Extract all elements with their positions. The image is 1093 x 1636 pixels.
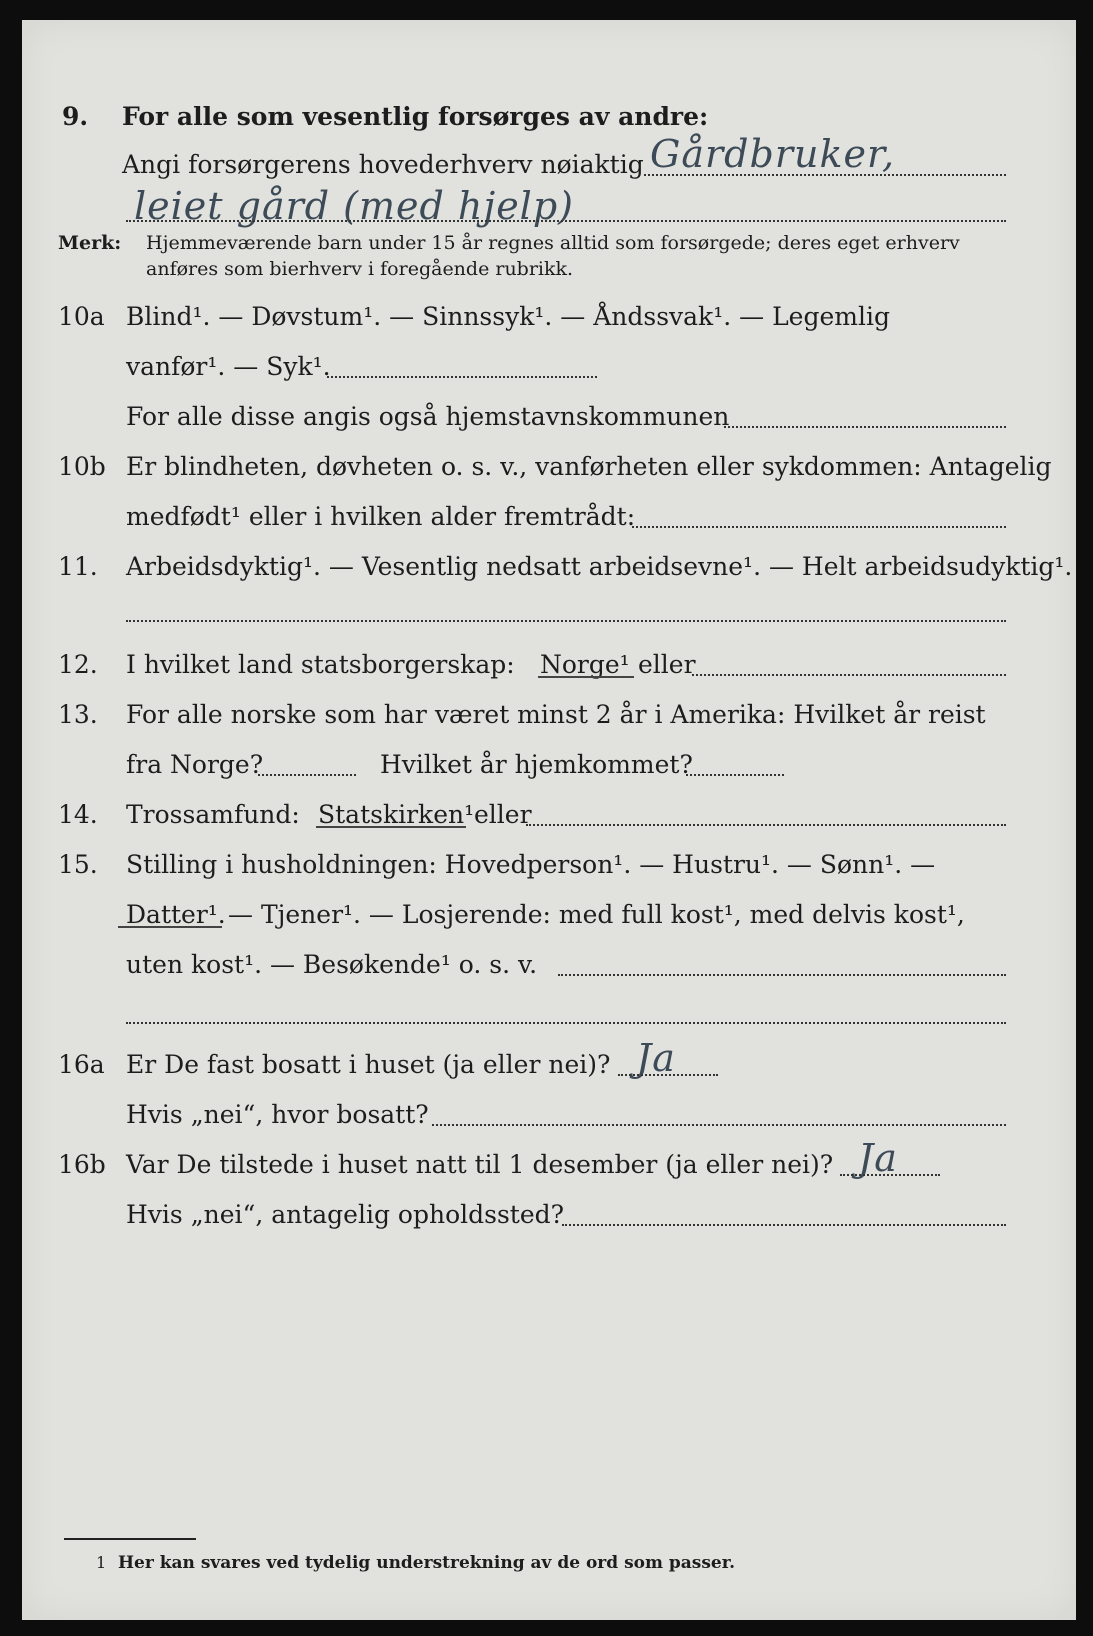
q13-line1: For alle norske som har været minst 2 år i Amerika: Hvilket år reist [126,700,986,729]
q16b-handwritten-answer: Ja [858,1136,898,1180]
q9-answer-line1 [644,174,1006,176]
merk-line1: Hjemmeværende barn under 15 år regnes alltid som forsørgede; deres eget erhverv [146,232,960,254]
q16a-line2: Hvis „nei“, hvor bosatt? [126,1100,429,1129]
q10b-line1: Er blindheten, døvheten o. s. v., vanførheten eller sykdommen: Antagelig [126,452,1052,481]
q15-datter-underline [118,926,222,928]
q9-handwritten-answer1: Gårdbruker, [650,132,896,176]
q15-number: 15. [58,850,98,879]
q10b-number: 10b [58,452,106,481]
footnote-mark: 1 [96,1553,107,1572]
q10a-line3: For alle disse angis også hjemstavnskommunen [126,402,730,431]
q12-option-norge: Norge¹ [540,650,630,679]
q16a-bosatt-answer-line [432,1124,1006,1126]
q16a-number: 16a [58,1050,105,1079]
q16b-line1: Var De tilstede i huset natt til 1 desember (ja eller nei)? [126,1150,834,1179]
census-form-page [22,20,1076,1620]
q9-line1: For alle som vesentlig forsørges av andre: [122,102,709,131]
q10b-answer-line [632,526,1006,528]
q15-answer-line [558,974,1006,976]
q12-rest: eller [638,650,696,679]
q15-line1: Stilling i husholdningen: Hovedperson¹. — Hustru¹. — Sønn¹. — [126,850,936,879]
q14-number: 14. [58,800,98,829]
q12-line1: I hvilket land statsborgerskap: [126,650,515,679]
q16b-answer-line [840,1174,940,1176]
q11-line1: Arbeidsdyktig¹. — Vesentlig nedsatt arbeidsevne¹. — Helt arbeidsudyktig¹. [126,552,1073,581]
q12-norge-underline [538,676,634,678]
q14-label: Trossamfund: [126,800,300,829]
q9-number: 9. [62,102,89,131]
q13-hjemkommet-answer-line [686,774,784,776]
footnote-rule [64,1538,196,1540]
q10a-number: 10a [58,302,105,331]
q9-handwritten-answer2: leiet gård (med hjelp) [134,184,574,228]
q15-line3: uten kost¹. — Besøkende¹ o. s. v. [126,950,538,979]
merk-line2: anføres som bierhverv i foregående rubrikk. [146,258,574,280]
q15-answer-line2 [126,1022,1006,1024]
merk-label: Merk: [58,232,122,254]
q16a-line1: Er De fast bosatt i huset (ja eller nei)? [126,1050,611,1079]
q16a-handwritten-answer: Ja [636,1036,676,1080]
q13-line2a: fra Norge? [126,750,264,779]
q14-statskirken-underline [316,826,466,828]
q12-number: 12. [58,650,98,679]
q16a-answer-line [618,1074,718,1076]
q16b-opholdssted-answer-line [562,1224,1006,1226]
q10a-syk-answer-line [327,376,597,378]
q16b-line2: Hvis „nei“, antagelig opholdssted? [126,1200,565,1229]
q9-line2: Angi forsørgerens hovederhverv nøiaktig [122,150,644,179]
q11-number: 11. [58,552,98,581]
footnote-text: Her kan svares ved tydelig understrekning av de ord som passer. [118,1553,736,1573]
q10a-line1: Blind¹. — Døvstum¹. — Sinnssyk¹. — Åndssvak¹. — Legemlig [126,302,890,331]
q14-option-statskirken: Statskirken¹ [318,800,475,829]
q15-line2-rest: — Tjener¹. — Losjerende: med full kost¹, med delvis kost¹, [228,900,965,929]
q14-answer-line [526,824,1006,826]
q9-answer-line2 [126,220,1006,222]
q10a-line2: vanfør¹. — Syk¹. [126,352,331,381]
q16b-number: 16b [58,1150,106,1179]
q14-rest: eller [474,800,532,829]
q13-line2b: Hvilket år hjemkommet? [380,750,693,779]
q10b-line2: medfødt¹ eller i hvilken alder fremtrådt: [126,502,636,531]
q13-reist-answer-line [258,774,356,776]
q12-answer-line [692,674,1006,676]
q11-answer-line [126,620,1006,622]
q10a-hjemstavn-answer-line [724,426,1006,428]
q13-number: 13. [58,700,98,729]
q15-option-datter: Datter¹. [126,900,226,929]
